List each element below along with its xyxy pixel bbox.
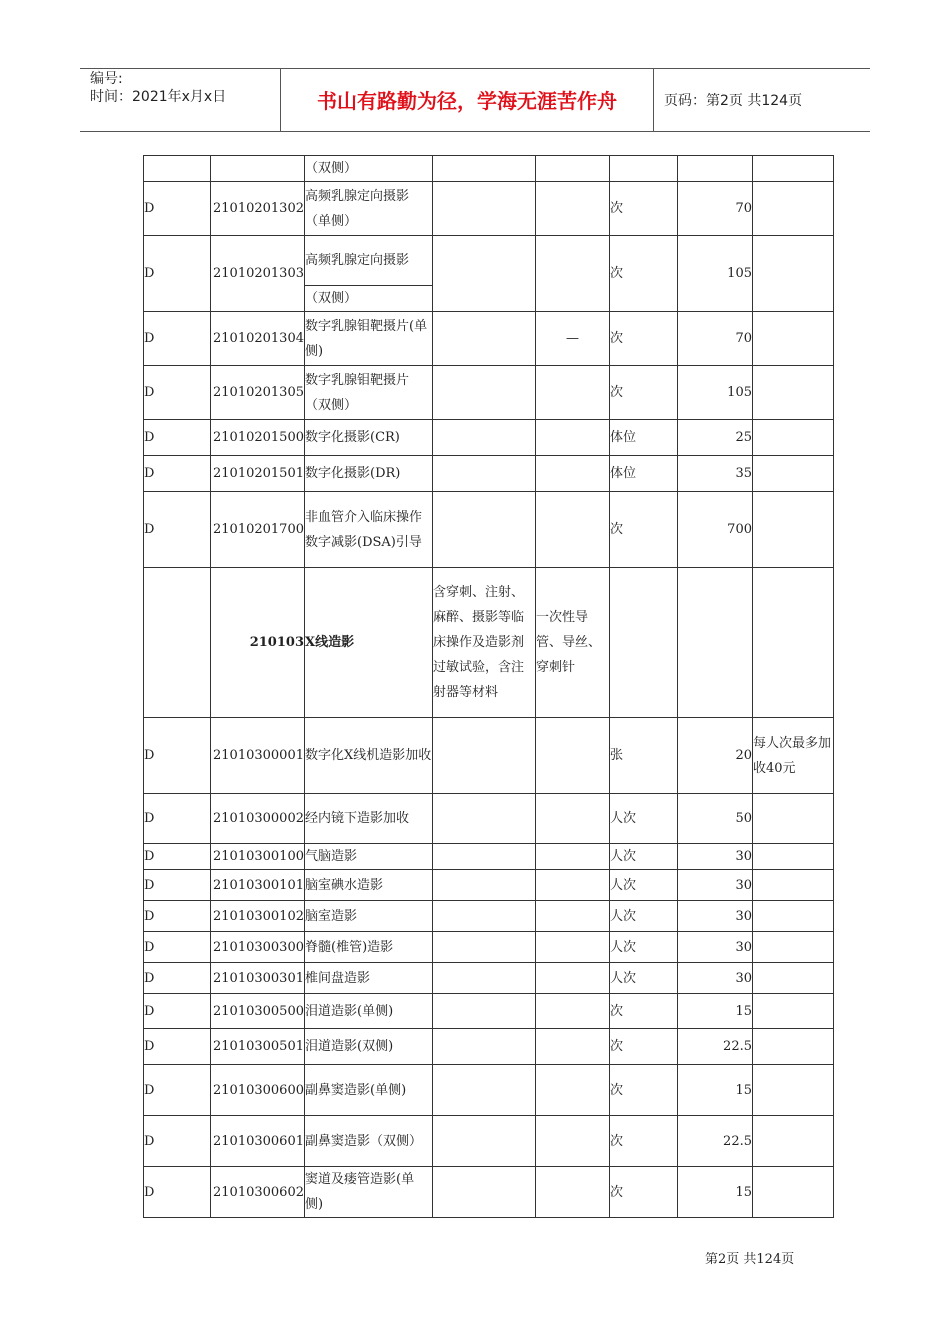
table-row: [144, 1065, 834, 1116]
content-cell: [433, 932, 536, 963]
note-cell: [753, 568, 834, 718]
content-cell: [433, 870, 536, 901]
excluded-cell: [536, 794, 610, 844]
name-cell: 副鼻窦造影（双侧）: [305, 1116, 433, 1167]
name-cell: 数字化X线机造影加收: [305, 718, 433, 794]
unit-cell: 次: [610, 366, 678, 420]
excluded-cell: [536, 718, 610, 794]
note-cell: 每人次最多加收40元: [753, 718, 834, 794]
name-cell: 泪道造影(单侧): [305, 994, 433, 1029]
note-cell: [753, 1116, 834, 1167]
table-row: [144, 492, 834, 568]
category-cell: D: [144, 794, 211, 844]
unit-cell: 人次: [610, 963, 678, 994]
note-cell: [753, 870, 834, 901]
code-cell: 21010300101: [211, 870, 305, 901]
price-cell: 22.5: [678, 1116, 753, 1167]
content-cell: [433, 1116, 536, 1167]
name-cell: 数字乳腺钼靶摄片（双侧）: [305, 366, 433, 420]
note-cell: [753, 182, 834, 236]
table-row: [144, 366, 834, 420]
category-cell: D: [144, 366, 211, 420]
content-cell: [433, 492, 536, 568]
code-cell: 21010300102: [211, 901, 305, 932]
unit-cell: 体位: [610, 420, 678, 456]
name-cell: 数字乳腺钼靶摄片(单侧): [305, 312, 433, 366]
table-row: [144, 420, 834, 456]
excluded-cell: [536, 366, 610, 420]
category-cell: D: [144, 1167, 211, 1218]
header-page-number: 页码：第2页 共124页: [664, 93, 803, 109]
content-cell: [433, 312, 536, 366]
excluded-cell: [536, 492, 610, 568]
category-cell: D: [144, 420, 211, 456]
content-cell: [433, 963, 536, 994]
table-row: [144, 963, 834, 994]
category-cell: [144, 568, 211, 718]
table-row: [144, 156, 834, 182]
content-cell: [433, 794, 536, 844]
note-cell: [753, 456, 834, 492]
note-cell: [753, 844, 834, 870]
price-cell: 700: [678, 492, 753, 568]
name-cell: 经内镜下造影加收: [305, 794, 433, 844]
note-cell: [753, 1065, 834, 1116]
note-cell: [753, 492, 834, 568]
unit-cell: 次: [610, 1065, 678, 1116]
price-cell: 50: [678, 794, 753, 844]
price-cell: 35: [678, 456, 753, 492]
content-cell: [433, 236, 536, 312]
category-cell: [144, 156, 211, 182]
excluded-cell: [536, 901, 610, 932]
note-cell: [753, 794, 834, 844]
unit-cell: 人次: [610, 870, 678, 901]
unit-cell: 次: [610, 182, 678, 236]
table-row: [144, 1029, 834, 1065]
excluded-cell: 一次性导管、导丝、穿刺针: [536, 568, 610, 718]
category-cell: D: [144, 718, 211, 794]
content-cell: [433, 366, 536, 420]
unit-cell: 体位: [610, 456, 678, 492]
name-cell: 非血管介入临床操作数字减影(DSA)引导: [305, 492, 433, 568]
name-cell: 窦道及瘘管造影(单侧): [305, 1167, 433, 1218]
table-row: [144, 932, 834, 963]
table-row: [144, 1116, 834, 1167]
unit-cell: 次: [610, 492, 678, 568]
code-cell: 210103: [211, 568, 305, 718]
name-cell: 脑室碘水造影: [305, 870, 433, 901]
name-cell: 气脑造影: [305, 844, 433, 870]
note-cell: [753, 420, 834, 456]
code-cell: 21010201302: [211, 182, 305, 236]
name-cell: 数字化摄影(DR): [305, 456, 433, 492]
table-row: [144, 870, 834, 901]
table-row: [144, 718, 834, 794]
content-cell: [433, 901, 536, 932]
excluded-cell: [536, 182, 610, 236]
code-cell: 21010300300: [211, 932, 305, 963]
footer-page-number: 第2页 共124页: [705, 1252, 795, 1267]
price-cell: 70: [678, 312, 753, 366]
number-label: 编号:: [90, 71, 123, 87]
note-cell: [753, 1167, 834, 1218]
content-cell: 含穿刺、注射、麻醉、摄影等临床操作及造影剂过敏试验，含注射器等材料: [433, 568, 536, 718]
excluded-cell: [536, 156, 610, 182]
table-row: [144, 794, 834, 844]
name-cell: （双侧）: [305, 156, 433, 182]
code-cell: [211, 156, 305, 182]
unit-cell: 次: [610, 1167, 678, 1218]
content-cell: [433, 718, 536, 794]
table-row: [144, 568, 834, 718]
category-cell: D: [144, 1116, 211, 1167]
content-cell: [433, 182, 536, 236]
price-cell: 30: [678, 932, 753, 963]
code-cell: 21010201304: [211, 312, 305, 366]
unit-cell: 次: [610, 1116, 678, 1167]
price-cell: 30: [678, 870, 753, 901]
content-cell: [433, 1029, 536, 1065]
price-cell: 105: [678, 236, 753, 312]
content-cell: [433, 1167, 536, 1218]
unit-cell: 次: [610, 994, 678, 1029]
code-cell: 21010300500: [211, 994, 305, 1029]
name-cell: 脊髓(椎管)造影: [305, 932, 433, 963]
table-row: [144, 312, 834, 366]
category-cell: D: [144, 994, 211, 1029]
price-cell: 15: [678, 1065, 753, 1116]
name-cell: 副鼻窦造影(单侧): [305, 1065, 433, 1116]
table-row: [144, 901, 834, 932]
excluded-cell: [536, 236, 610, 312]
code-cell: 21010201500: [211, 420, 305, 456]
table-row: [144, 236, 834, 286]
category-cell: D: [144, 312, 211, 366]
code-cell: 21010201700: [211, 492, 305, 568]
category-cell: D: [144, 1029, 211, 1065]
category-cell: D: [144, 492, 211, 568]
category-cell: D: [144, 870, 211, 901]
excluded-cell: [536, 420, 610, 456]
code-cell: 21010300301: [211, 963, 305, 994]
header-motto: 书山有路勤为径，学海无涯苦作舟: [317, 89, 617, 113]
content-cell: [433, 420, 536, 456]
code-cell: 21010300002: [211, 794, 305, 844]
excluded-cell: [536, 1029, 610, 1065]
unit-cell: [610, 568, 678, 718]
name-cell: X线造影: [305, 568, 433, 718]
category-cell: D: [144, 932, 211, 963]
page-header: [80, 68, 870, 132]
unit-cell: 次: [610, 312, 678, 366]
unit-cell: 张: [610, 718, 678, 794]
excluded-cell: [536, 1167, 610, 1218]
price-cell: 30: [678, 963, 753, 994]
code-cell: 21010201305: [211, 366, 305, 420]
unit-cell: 次: [610, 1029, 678, 1065]
table-row: [144, 844, 834, 870]
note-cell: [753, 156, 834, 182]
date-label: 时间：2021年x月x日: [90, 89, 227, 105]
excluded-cell: [536, 456, 610, 492]
table-row: [144, 994, 834, 1029]
price-cell: [678, 568, 753, 718]
code-cell: 21010201303: [211, 236, 305, 312]
category-cell: D: [144, 901, 211, 932]
code-cell: 21010300501: [211, 1029, 305, 1065]
name-cell: 数字化摄影(CR): [305, 420, 433, 456]
name-cell: 椎间盘造影: [305, 963, 433, 994]
name-cell: 高频乳腺定向摄影: [305, 236, 433, 286]
note-cell: [753, 236, 834, 312]
unit-cell: 人次: [610, 794, 678, 844]
unit-cell: 次: [610, 236, 678, 312]
unit-cell: 人次: [610, 901, 678, 932]
note-cell: [753, 994, 834, 1029]
name-cell: 脑室造影: [305, 901, 433, 932]
price-cell: 105: [678, 366, 753, 420]
excluded-cell: [536, 1116, 610, 1167]
code-cell: 21010300601: [211, 1116, 305, 1167]
content-cell: [433, 1065, 536, 1116]
unit-cell: [610, 156, 678, 182]
code-cell: 21010300001: [211, 718, 305, 794]
note-cell: [753, 1029, 834, 1065]
excluded-cell: [536, 870, 610, 901]
price-cell: 15: [678, 1167, 753, 1218]
name-cell: 高频乳腺定向摄影（单侧）: [305, 182, 433, 236]
category-cell: D: [144, 182, 211, 236]
price-cell: 20: [678, 718, 753, 794]
excluded-cell: [536, 844, 610, 870]
price-cell: 30: [678, 901, 753, 932]
code-cell: 21010201501: [211, 456, 305, 492]
code-cell: 21010300100: [211, 844, 305, 870]
category-cell: D: [144, 844, 211, 870]
price-cell: 70: [678, 182, 753, 236]
content-cell: [433, 994, 536, 1029]
category-cell: D: [144, 456, 211, 492]
note-cell: [753, 932, 834, 963]
price-cell: 25: [678, 420, 753, 456]
price-cell: [678, 156, 753, 182]
content-cell: [433, 844, 536, 870]
excluded-cell: [536, 963, 610, 994]
unit-cell: 人次: [610, 932, 678, 963]
name-cell: 泪道造影(双侧): [305, 1029, 433, 1065]
excluded-cell: [536, 932, 610, 963]
header-divider: [653, 69, 654, 131]
excluded-cell: [536, 1065, 610, 1116]
excluded-cell: [536, 994, 610, 1029]
code-cell: 21010300602: [211, 1167, 305, 1218]
category-cell: D: [144, 1065, 211, 1116]
note-cell: [753, 312, 834, 366]
price-table: [143, 155, 834, 1218]
category-cell: D: [144, 963, 211, 994]
code-cell: 21010300600: [211, 1065, 305, 1116]
unit-cell: 人次: [610, 844, 678, 870]
content-cell: [433, 456, 536, 492]
note-cell: [753, 901, 834, 932]
excluded-cell: —: [536, 312, 610, 366]
price-cell: 15: [678, 994, 753, 1029]
table-row: [144, 182, 834, 236]
note-cell: [753, 963, 834, 994]
table-row: [144, 456, 834, 492]
note-cell: [753, 366, 834, 420]
content-cell: [433, 156, 536, 182]
category-cell: D: [144, 236, 211, 312]
name-sub-cell: （双侧）: [305, 286, 433, 312]
price-cell: 30: [678, 844, 753, 870]
price-cell: 22.5: [678, 1029, 753, 1065]
table-row: [144, 1167, 834, 1218]
header-meta: [90, 70, 226, 106]
